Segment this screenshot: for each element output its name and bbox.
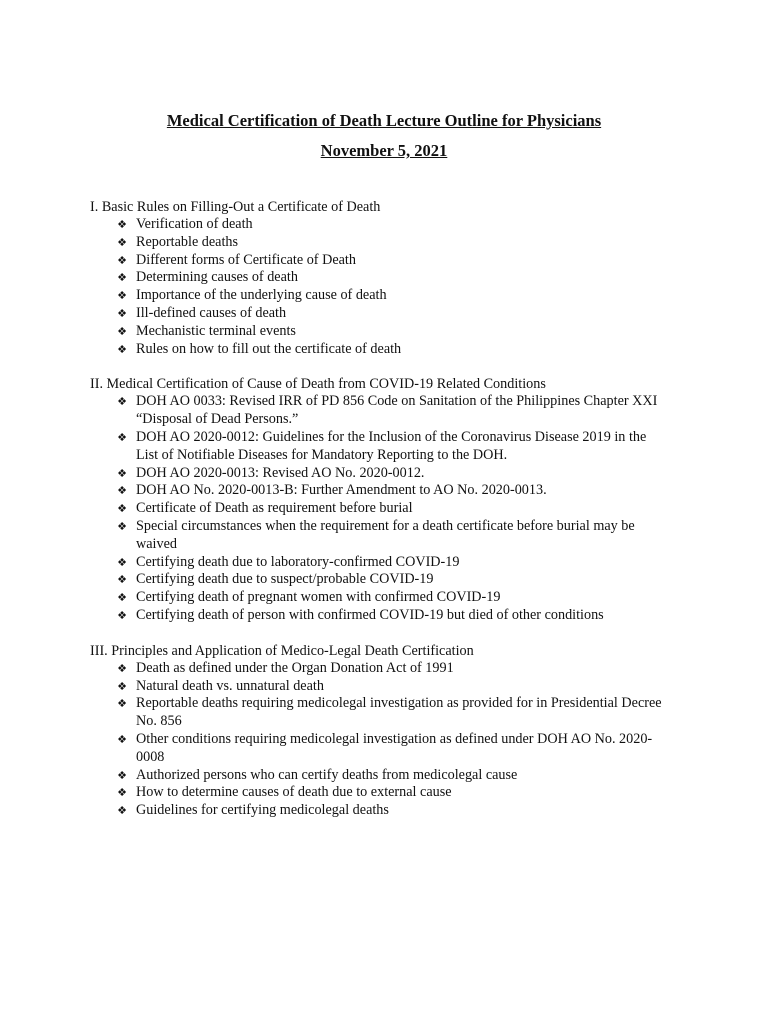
four-diamond-bullet-icon: ❖ bbox=[117, 324, 127, 338]
list-item bbox=[114, 554, 668, 572]
four-diamond-bullet-icon: ❖ bbox=[117, 342, 127, 356]
list-item-text: Reportable deaths bbox=[136, 233, 239, 250]
list-item-text: Different forms of Certificate of Death bbox=[136, 251, 356, 268]
list-item-text: Certifying death due to laboratory-confirmed COVID-19 bbox=[136, 553, 460, 570]
list-item bbox=[114, 607, 668, 625]
list-item-text: Guidelines for certifying medicolegal deaths bbox=[136, 802, 389, 819]
list-item-text: Rules on how to fill out the certificate of death bbox=[136, 340, 402, 357]
list-item-text: DOH AO 0033: Revised IRR of PD 856 Code on Sanitation of the Philippines Chapter XXI “Disposal of Dead Persons.” bbox=[136, 393, 658, 428]
four-diamond-bullet-icon: ❖ bbox=[117, 289, 127, 303]
document-date: November 5, 2021 bbox=[320, 141, 448, 160]
list-item-text: DOH AO 2020-0013: Revised AO No. 2020-0012. bbox=[136, 464, 425, 481]
list-item bbox=[114, 571, 668, 589]
list-item-text: Determining causes of death bbox=[136, 269, 298, 286]
list-item bbox=[114, 731, 668, 767]
list-item bbox=[114, 589, 668, 607]
four-diamond-bullet-icon: ❖ bbox=[117, 306, 127, 320]
four-diamond-bullet-icon: ❖ bbox=[117, 395, 127, 409]
list-item-text: Certificate of Death as requirement before burial bbox=[136, 500, 413, 517]
list-item bbox=[114, 216, 668, 234]
four-diamond-bullet-icon: ❖ bbox=[117, 253, 127, 267]
list-item bbox=[114, 393, 668, 429]
list-item bbox=[114, 802, 668, 820]
section-item-list bbox=[90, 660, 668, 820]
four-diamond-bullet-icon: ❖ bbox=[117, 768, 127, 782]
outline-sections bbox=[90, 198, 668, 820]
list-item-text: Mechanistic terminal events bbox=[136, 322, 296, 339]
four-diamond-bullet-icon: ❖ bbox=[117, 235, 127, 249]
list-item-text: Certifying death of pregnant women with confirmed COVID-19 bbox=[136, 589, 501, 606]
four-diamond-bullet-icon: ❖ bbox=[117, 661, 127, 675]
list-item-text: DOH AO 2020-0012: Guidelines for the Inclusion of the Coronavirus Disease 2019 in the List of Notifiable Diseases for Mandatory Reporting to the DOH. bbox=[136, 428, 647, 463]
list-item-text: Importance of the underlying cause of death bbox=[136, 287, 387, 304]
four-diamond-bullet-icon: ❖ bbox=[117, 591, 127, 605]
document-title: Medical Certification of Death Lecture Outline for Physicians bbox=[166, 111, 602, 130]
list-item-text: Certifying death due to suspect/probable COVID-19 bbox=[136, 571, 434, 588]
list-item-text: Authorized persons who can certify deaths from medicolegal cause bbox=[136, 766, 518, 783]
section-item-list bbox=[90, 393, 668, 624]
four-diamond-bullet-icon: ❖ bbox=[117, 573, 127, 587]
list-item bbox=[114, 660, 668, 678]
four-diamond-bullet-icon: ❖ bbox=[117, 430, 127, 444]
four-diamond-bullet-icon: ❖ bbox=[117, 519, 127, 533]
four-diamond-bullet-icon: ❖ bbox=[117, 271, 127, 285]
four-diamond-bullet-icon: ❖ bbox=[117, 679, 127, 693]
list-item bbox=[114, 465, 668, 483]
list-item bbox=[114, 234, 668, 252]
four-diamond-bullet-icon: ❖ bbox=[117, 502, 127, 516]
list-item-text: Death as defined under the Organ Donation Act of 1991 bbox=[136, 659, 454, 676]
list-item-text: Special circumstances when the requirement for a death certificate before burial may be waived bbox=[136, 517, 635, 552]
four-diamond-bullet-icon: ❖ bbox=[117, 466, 127, 480]
list-item bbox=[114, 269, 668, 287]
list-item bbox=[114, 305, 668, 323]
four-diamond-bullet-icon: ❖ bbox=[117, 218, 127, 231]
list-item bbox=[114, 500, 668, 518]
list-item bbox=[114, 287, 668, 305]
list-item-text: Ill-defined causes of death bbox=[136, 304, 287, 321]
list-item-text: Certifying death of person with confirmed COVID-19 but died of other conditions bbox=[136, 606, 604, 623]
four-diamond-bullet-icon: ❖ bbox=[117, 786, 127, 800]
list-item bbox=[114, 767, 668, 785]
list-item-text: Reportable deaths requiring medicolegal investigation as provided for in Presidential Decree No. 856 bbox=[136, 695, 662, 730]
outline-section bbox=[90, 198, 668, 358]
section-heading: II. Medical Certification of Cause of Death from COVID-19 Related Conditions bbox=[90, 376, 546, 393]
outline-section bbox=[90, 642, 668, 820]
four-diamond-bullet-icon: ❖ bbox=[117, 484, 127, 498]
list-item-text: How to determine causes of death due to external cause bbox=[136, 784, 452, 801]
four-diamond-bullet-icon: ❖ bbox=[117, 697, 127, 711]
section-heading: I. Basic Rules on Filling-Out a Certificate of Death bbox=[90, 199, 381, 215]
outline-section bbox=[90, 375, 668, 624]
list-item-text: Other conditions requiring medicolegal investigation as defined under DOH AO No. 2020-0008 bbox=[136, 730, 653, 765]
four-diamond-bullet-icon: ❖ bbox=[117, 555, 127, 569]
four-diamond-bullet-icon: ❖ bbox=[117, 732, 127, 746]
list-item bbox=[114, 341, 668, 359]
section-heading: III. Principles and Application of Medico-Legal Death Certification bbox=[90, 642, 474, 659]
four-diamond-bullet-icon: ❖ bbox=[117, 804, 127, 818]
list-item bbox=[114, 323, 668, 341]
list-item bbox=[114, 784, 668, 802]
four-diamond-bullet-icon: ❖ bbox=[117, 608, 127, 622]
list-item-text: DOH AO No. 2020-0013-B: Further Amendment to AO No. 2020-0013. bbox=[136, 482, 547, 499]
list-item bbox=[114, 252, 668, 270]
list-item-text: Verification of death bbox=[136, 216, 253, 232]
list-item bbox=[114, 518, 668, 554]
list-item bbox=[114, 678, 668, 696]
section-item-list bbox=[90, 216, 668, 358]
list-item-text: Natural death vs. unnatural death bbox=[136, 677, 324, 694]
list-item bbox=[114, 695, 668, 731]
list-item bbox=[114, 429, 668, 465]
list-item bbox=[114, 482, 668, 500]
